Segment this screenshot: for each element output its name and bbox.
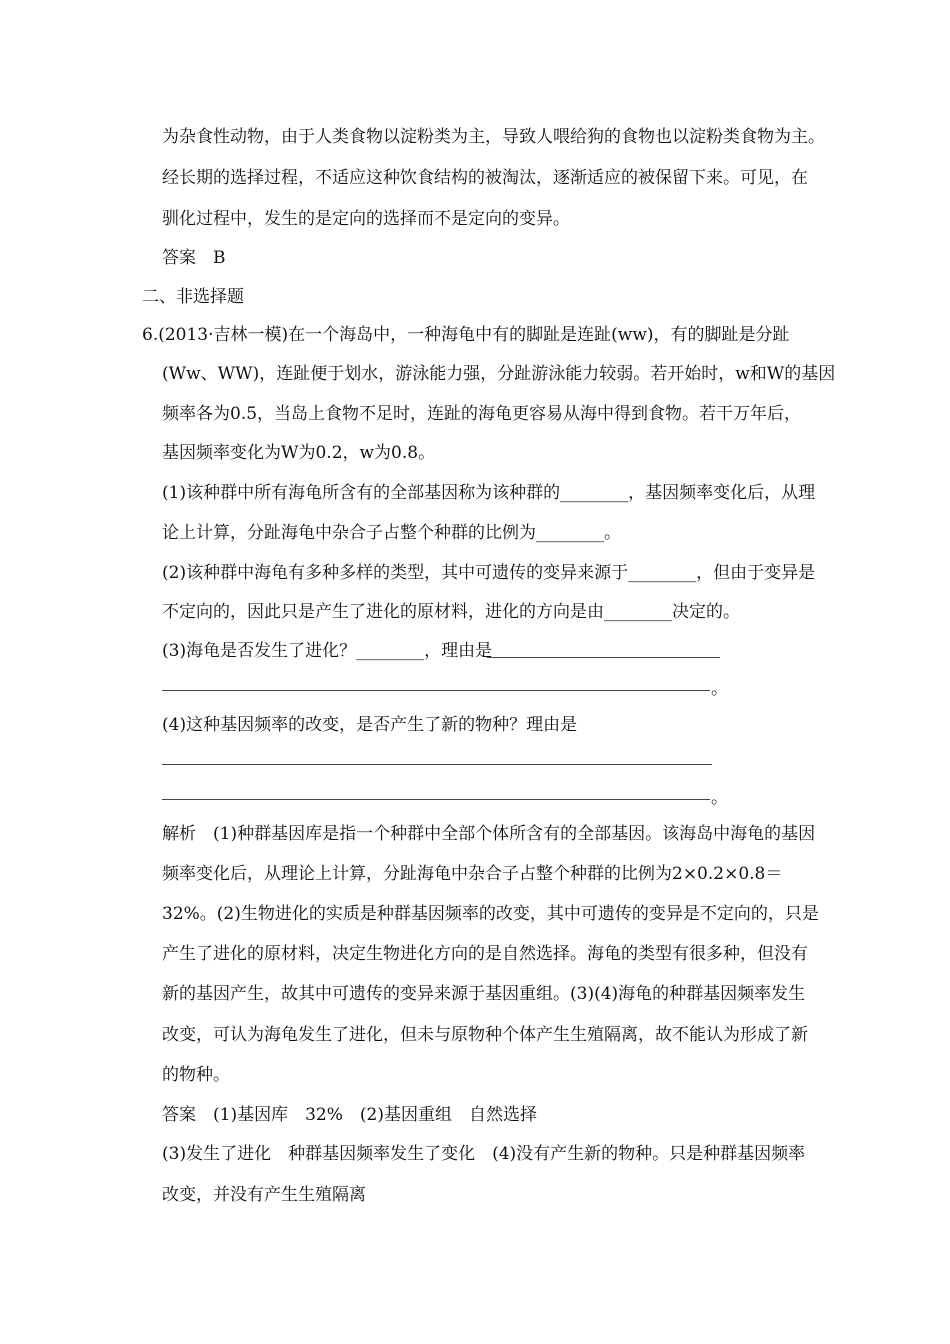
period-mark: 。 [711,788,728,808]
question-6-part-3: (3)海龟是否发生了进化？________，理由是 [162,641,493,661]
analysis-line-6: 改变，可认为海龟发生了进化，但未与原物种个体产生生殖隔离，故不能认为形成了新 [162,1025,808,1045]
intro-answer: 答案 B [162,248,226,268]
answer-6-line-1: 答案 (1)基因库 32% (2)基因重组 自然选择 [162,1105,537,1125]
analysis-line-4: 产生了进化的原材料，决定生物进化方向的是自然选择。海龟的类型有很多种，但没有 [162,944,808,964]
question-6-part-1-line-2: 论上计算，分趾海龟中杂合子占整个种群的比例为________。 [162,523,621,543]
intro-line-3: 驯化过程中，发生的是定向的选择而不是定向的变异。 [162,209,570,229]
answer-blank-line [162,764,712,765]
question-6-part-2-line-2: 不定向的，因此只是产生了进化的原材料，进化的方向是由________决定的。 [162,602,740,622]
analysis-line-2: 频率变化后，从理论上计算，分趾海龟中杂合子占整个种群的比例为2×0.2×0.8＝ [162,864,783,884]
answer-blank-line [162,690,710,691]
analysis-line-1: 解析 (1)种群基因库是指一个种群中全部个体所含有的全部基因。该海岛中海龟的基因 [162,824,816,844]
answer-blank-line [162,799,710,800]
question-6-stem-line-2: (Ww、WW)，连趾便于划水，游泳能力强，分趾游泳能力较弱。若开始时，w和W的基因 [162,364,836,384]
analysis-line-5: 新的基因产生，故其中可遗传的变异来源于基因重组。(3)(4)海龟的种群基因频率发生 [162,984,806,1004]
section-title: 二、非选择题 [142,287,244,307]
question-6-part-1-line-1: (1)该种群中所有海龟所含有的全部基因称为该种群的________，基因频率变化后，从理 [162,483,816,503]
answer-6-line-3: 改变，并没有产生生殖隔离 [162,1185,366,1205]
question-6-stem-line-4: 基因频率变化为W为0.2，w为0.8。 [162,443,436,463]
answer-6-line-2: (3)发生了进化 种群基因频率发生了变化 (4)没有产生新的物种。只是种群基因频率 [162,1144,806,1164]
question-6-part-2-line-1: (2)该种群中海龟有多种多样的类型，其中可遗传的变异来源于________，但由于变异是 [162,563,816,583]
question-6-stem-line-1: 6.(2013·吉林一模)在一个海岛中，一种海龟中有的脚趾是连趾(ww)，有的脚趾是分趾 [142,325,790,345]
analysis-line-3: 32%。(2)生物进化的实质是种群基因频率的改变，其中可遗传的变异是不定向的，只是 [162,904,819,924]
analysis-line-7: 的物种。 [162,1065,230,1085]
intro-line-1: 为杂食性动物，由于人类食物以淀粉类为主，导致人喂给狗的食物也以淀粉类食物为主。 [162,127,825,147]
period-mark: 。 [711,679,728,699]
intro-line-2: 经长期的选择过程，不适应这种饮食结构的被淘汰，逐渐适应的被保留下来。可见，在 [162,168,808,188]
answer-blank-line [487,657,720,658]
question-6-part-4: (4)这种基因频率的改变，是否产生了新的物种？理由是 [162,715,578,735]
question-6-stem-line-3: 频率各为0.5，当岛上食物不足时，连趾的海龟更容易从海中得到食物。若干万年后， [162,404,802,424]
